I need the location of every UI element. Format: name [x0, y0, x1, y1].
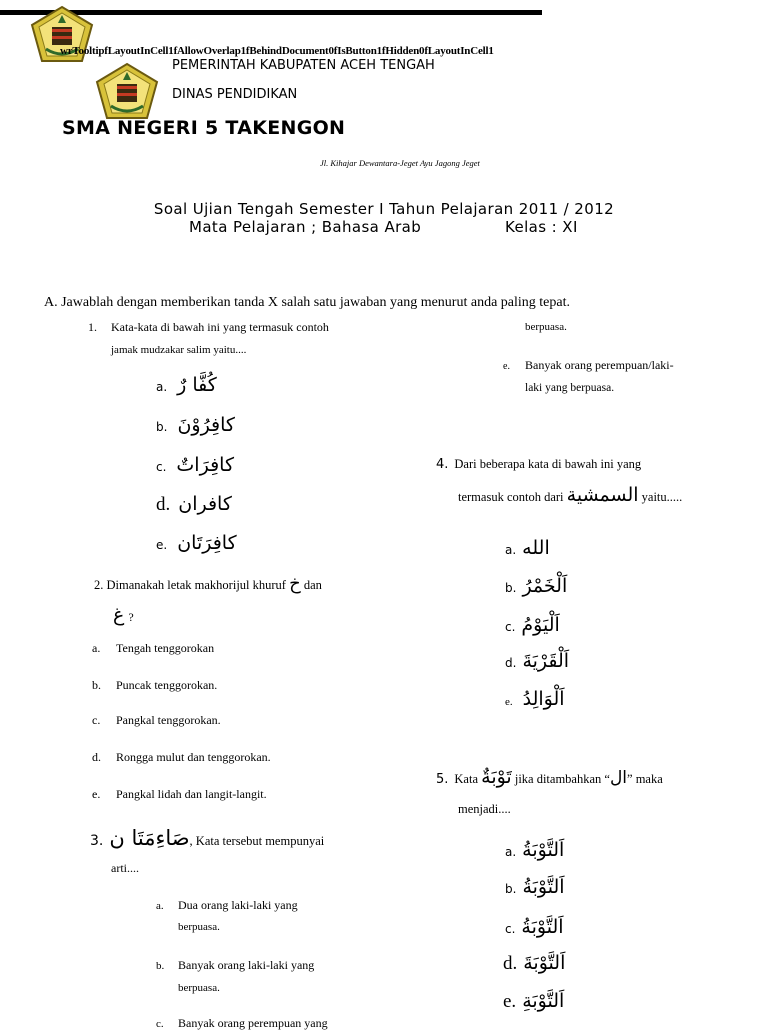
q2-letter-kha: خ [289, 573, 301, 594]
q3-option-a[interactable]: a. Dua orang laki-laki yang [156, 898, 298, 912]
q4-option-a[interactable]: a. الله [505, 537, 550, 559]
q4-option-d[interactable]: d. اَلْقَرْيَةَ [505, 650, 570, 672]
q1-option-a-text: كُفَّا رٌ [177, 374, 217, 396]
q1-option-a-label: a. [156, 380, 168, 394]
q1-text-line2: jamak mudzakar salim yaitu.... [111, 344, 247, 356]
q5-option-a[interactable]: a. اَلتَّوْبَةُ [505, 839, 565, 861]
q2-option-c[interactable]: c. Pangkal tenggorokan. [92, 713, 221, 727]
school-address: Jl. Kihajar Dewantara-Jeget Ayu Jagong Jeget [320, 158, 480, 168]
q5-arabic-word: تَوْبَةٌ [481, 766, 512, 788]
q3-option-a-line2: berpuasa. [178, 921, 220, 933]
q1-option-a[interactable] [156, 374, 217, 396]
q3-option-c[interactable]: c. Banyak orang perempuan yang [156, 1016, 328, 1030]
q1-option-b-text: كافِرُوْنَ [177, 414, 235, 436]
q5-option-b[interactable]: b. اَلتَّوْبَةُ [505, 876, 565, 898]
q4-text-line1 [436, 457, 641, 472]
q2-option-d[interactable]: d. Rongga mulut dan tenggorokan. [92, 750, 271, 764]
government-line: PEMERINTAH KABUPATEN ACEH TENGAH [172, 58, 435, 73]
q1-option-e[interactable] [156, 532, 237, 554]
exam-subject: Mata Pelajaran ; Bahasa Arab [189, 218, 422, 236]
q2-option-b[interactable]: b. Puncak tenggorokan. [92, 678, 218, 692]
q5-option-e[interactable]: e. اَلتَّوْبَةِ [503, 990, 565, 1012]
department-line: DINAS PENDIDIKAN [172, 87, 298, 102]
q1-option-d-label: d. [156, 494, 171, 515]
q1-number: 1. [88, 320, 97, 334]
regency-emblem-icon-2 [95, 62, 159, 120]
exam-title: Soal Ujian Tengah Semester I Tahun Pelajaran 2011 / 2012 [153, 200, 615, 218]
q1-option-c[interactable] [156, 454, 234, 476]
q1-option-c-label: c. [156, 460, 167, 474]
q5-text-line1: 5. Kata تَوْبَةٌ jika ditambahkan “ال” maka [436, 766, 663, 788]
q4-option-c[interactable]: c. اَلْيَوْمُ [505, 614, 560, 636]
q2-option-e[interactable]: e. Pangkal lidah dan langit-langit. [92, 787, 267, 801]
q5-number: 5. [436, 772, 449, 787]
q3-text-line1 [90, 826, 324, 850]
q4-text: Dari beberapa kata di bawah ini yang [454, 457, 642, 471]
q5-text-line2: menjadi.... [458, 802, 511, 816]
exam-class: Kelas : XI [505, 218, 578, 236]
q1-option-e-label: e. [156, 538, 168, 552]
q3-option-b[interactable]: b. Banyak orang laki-laki yang [156, 958, 315, 972]
q4-number: 4. [436, 457, 449, 472]
q5-option-d[interactable]: d. اَلتَّوْبَةَ [503, 952, 566, 974]
q2-letter-ghain: غ [113, 604, 125, 626]
q3-option-d-line2: berpuasa. [525, 321, 567, 333]
q5-al-prefix: ال [609, 768, 628, 788]
school-name: SMA NEGERI 5 TAKENGON [62, 117, 346, 139]
q3-option-e-line2: laki yang berpuasa. [525, 382, 615, 394]
q1-option-c-text: كافِرَاتٌ [176, 454, 234, 476]
q3-number: 3. [90, 833, 104, 849]
q1-option-d[interactable] [156, 493, 232, 516]
q2-number: 2. [94, 578, 104, 592]
q5-option-c[interactable]: c. اَلتَّوْبَةُ [505, 916, 564, 938]
q2-and: dan [303, 578, 322, 592]
q2-text: Dimanakah letak makhorijul khuruf [106, 578, 286, 592]
q3-arabic-word: صَاءِمَتَا ن [109, 826, 190, 850]
q1-option-e-text: كافِرَتَان [177, 532, 237, 554]
q4-option-e[interactable]: e. اَلْوَالِدُ [505, 688, 565, 710]
q4-option-b[interactable]: b. اَلْخَمْرُ [505, 575, 568, 597]
q4-arabic-word: السمشية [566, 484, 639, 506]
q2-text-line2 [113, 604, 134, 626]
q2-option-a[interactable]: a. Tengah tenggorokan [92, 641, 215, 655]
q3-option-e[interactable]: e. Banyak orang perempuan/laki- [503, 358, 674, 372]
q1-option-b[interactable] [156, 414, 235, 436]
q1-option-d-text: كافران [178, 493, 232, 515]
q3-option-b-line2: berpuasa. [178, 982, 220, 994]
q3-text: , Kata tersebut mempunyai [189, 834, 325, 848]
field-code-artifact: wrTooltipfLayoutInCell1fAllowOverlap1fBehindDocument0fIsButton1fHidden0fLayoutInCell1 [60, 45, 494, 57]
section-a-instruction: A. Jawablah dengan memberikan tanda X salah satu jawaban yang menurut anda paling tepat. [44, 295, 570, 310]
q2-text-line1 [94, 573, 322, 596]
q4-text-line2: termasuk contoh dari السمشية yaitu..... [458, 484, 683, 506]
q2-question-mark: ? [128, 610, 134, 624]
q3-text-line2: arti.... [111, 861, 139, 875]
q1-option-b-label: b. [156, 420, 168, 434]
q1-text-line1: Kata-kata di bawah ini yang termasuk contoh [111, 320, 329, 334]
